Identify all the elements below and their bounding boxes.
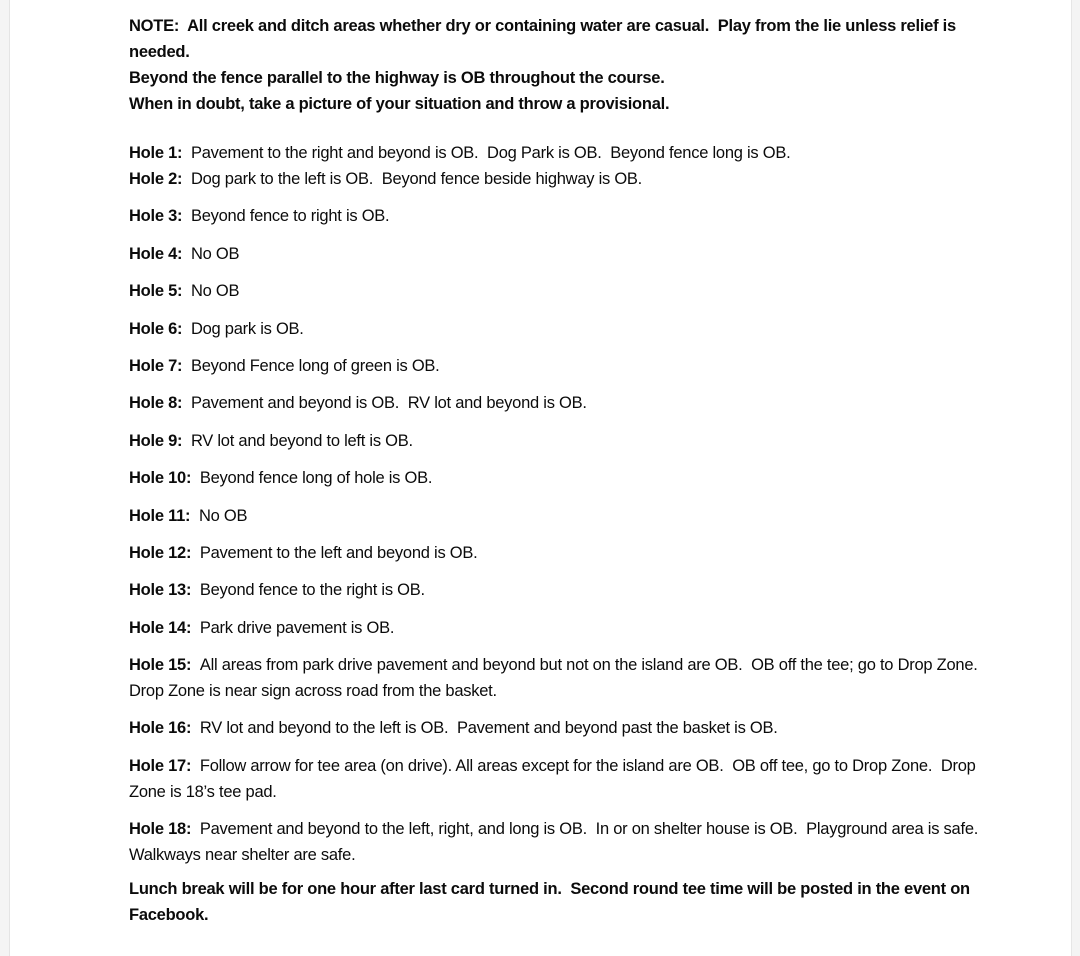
hole-13-text: Beyond fence to the right is OB.: [199, 581, 425, 600]
hole-1-text: Pavement to the right and beyond is OB. Dog Park is OB. Beyond fence long is OB.: [190, 144, 791, 162]
hole-11-text: No OB: [198, 506, 248, 525]
hole-17-text: Follow arrow for tee area (on drive). All areas except for the island are OB. OB off tee, go to Drop Zone. Drop Zone is 18’s tee pad.: [129, 756, 980, 801]
document-content: [10, 0, 985, 928]
hole-12-rule: [129, 540, 985, 566]
note-line-fence: Beyond the fence parallel to the highway is OB throughout the course.: [129, 69, 665, 87]
document-page: [9, 0, 1072, 956]
hole-14-label: Hole 14:: [129, 618, 192, 637]
hole-15-label: Hole 15:: [129, 656, 192, 675]
hole-10-rule: [129, 465, 985, 491]
note-paragraph: NOTE: All creek and ditch areas whether dry or containing water are casual. Play from the lie unless relief is needed.: [129, 17, 961, 61]
hole-3-rule: [129, 203, 985, 229]
hole-9-rule: [129, 428, 985, 454]
hole-9-text: RV lot and beyond to left is OB.: [190, 431, 413, 450]
hole-11-label: Hole 11:: [129, 506, 191, 525]
hole-12-text: Pavement to the left and beyond is OB.: [199, 543, 478, 562]
hole-5-rule: [129, 278, 985, 304]
hole-9-label: Hole 9:: [129, 431, 183, 450]
hole-16-label: Hole 16:: [129, 719, 192, 738]
hole-8-rule: [129, 390, 985, 416]
hole-10-text: Beyond fence long of hole is OB.: [199, 469, 433, 488]
hole-1-rule: [129, 140, 985, 166]
hole-6-text: Dog park is OB.: [190, 319, 304, 338]
hole-17-label: Hole 17:: [129, 756, 192, 775]
hole-6-rule: [129, 316, 985, 342]
hole-12-label: Hole 12:: [129, 543, 192, 562]
hole-2-rule: [129, 166, 985, 192]
hole-18-rule: [129, 816, 985, 868]
hole-16-text: RV lot and beyond to the left is OB. Pavement and beyond past the basket is OB.: [199, 719, 778, 738]
hole-15-text: All areas from park drive pavement and beyond but not on the island are OB. OB off the tee; go to Drop Zone. Drop Zone is near sign across road from the basket.: [129, 656, 987, 701]
hole-10-label: Hole 10:: [129, 469, 192, 488]
hole-16-rule: [129, 715, 985, 741]
hole-5-text: No OB: [190, 282, 240, 301]
hole-1-label: Hole 1:: [129, 144, 183, 162]
hole-14-text: Park drive pavement is OB.: [199, 618, 395, 637]
hole-8-label: Hole 8:: [129, 394, 183, 413]
lunch-break-note: Lunch break will be for one hour after last card turned in. Second round tee time will be posted in the event on Facebook.: [129, 880, 975, 925]
hole-17-rule: [129, 753, 985, 805]
hole-4-label: Hole 4:: [129, 244, 183, 263]
hole-18-text: Pavement and beyond to the left, right, and long is OB. In or on shelter house is OB. Playground area is safe. Walkways near shelter are safe.: [129, 820, 987, 865]
hole-7-text: Beyond Fence long of green is OB.: [190, 356, 440, 375]
hole-13-rule: [129, 577, 985, 603]
hole-7-rule: [129, 353, 985, 379]
hole-4-text: No OB: [190, 244, 240, 263]
hole-11-rule: [129, 503, 985, 529]
hole-7-label: Hole 7:: [129, 356, 183, 375]
hole-15-rule: [129, 652, 985, 704]
hole-14-rule: [129, 615, 985, 641]
hole-4-rule: [129, 241, 985, 267]
hole-5-label: Hole 5:: [129, 282, 183, 301]
hole-8-text: Pavement and beyond is OB. RV lot and beyond is OB.: [190, 394, 587, 413]
hole-2-text: Dog park to the left is OB. Beyond fence beside highway is OB.: [190, 170, 643, 188]
hole-3-text: Beyond fence to right is OB.: [190, 207, 390, 226]
hole-3-label: Hole 3:: [129, 207, 183, 226]
hole-18-label: Hole 18:: [129, 820, 192, 839]
note-line-provisional: When in doubt, take a picture of your situation and throw a provisional.: [129, 95, 670, 113]
hole-13-label: Hole 13:: [129, 581, 192, 600]
hole-1-2-block: [129, 140, 985, 192]
hole-6-label: Hole 6:: [129, 319, 183, 338]
hole-2-label: Hole 2:: [129, 170, 183, 188]
